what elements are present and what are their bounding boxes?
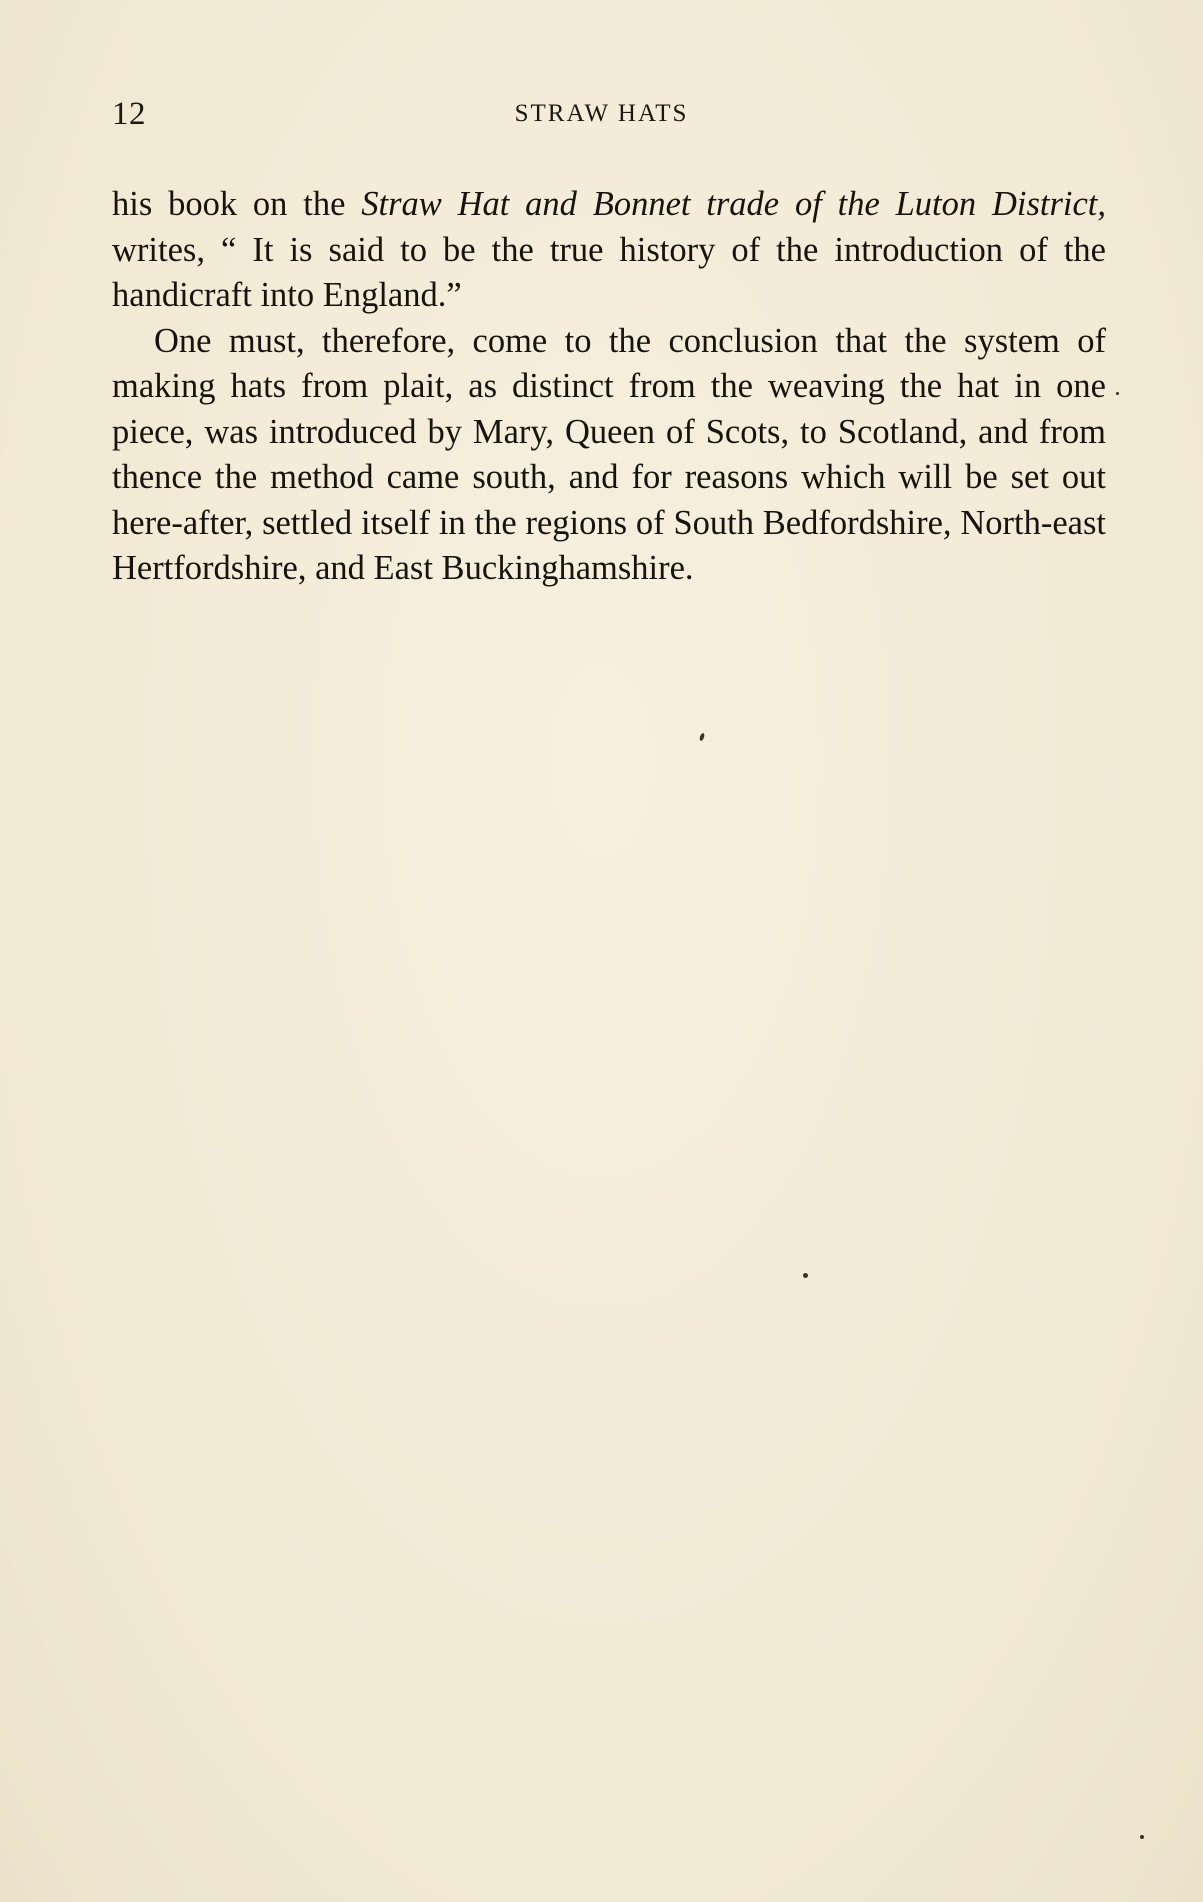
body-text (112, 182, 1106, 592)
paragraph-conclusion: One must, therefore, come to the conclusion that the system of making hats from plait, as distinct from the weaving the hat in one piece, was introduced by Mary, Queen of Scots, to Scotland, and from thence the method came south, and for reasons which will be set out here-after, settled itself in the regions of South Bedfordshire, North-east Hertfordshire, and East Buckinghamshire. (112, 321, 1106, 587)
page-header (112, 96, 1091, 136)
paragraph-1-text-start: his book on the (112, 185, 362, 223)
print-speck (803, 1273, 808, 1278)
page-number: 12 (112, 96, 146, 132)
print-speck (1116, 392, 1119, 395)
book-title-italic: Straw Hat and Bonnet trade of the Luton District, (361, 185, 1106, 223)
paragraph-continuation (112, 182, 1106, 319)
print-speck (699, 733, 705, 742)
paragraph-1-text-end: writes, “ It is said to be the true history of the introduction of the handicraft into England.” (112, 230, 1106, 314)
running-head: STRAW HATS (514, 100, 689, 127)
print-speck (1140, 1835, 1144, 1839)
